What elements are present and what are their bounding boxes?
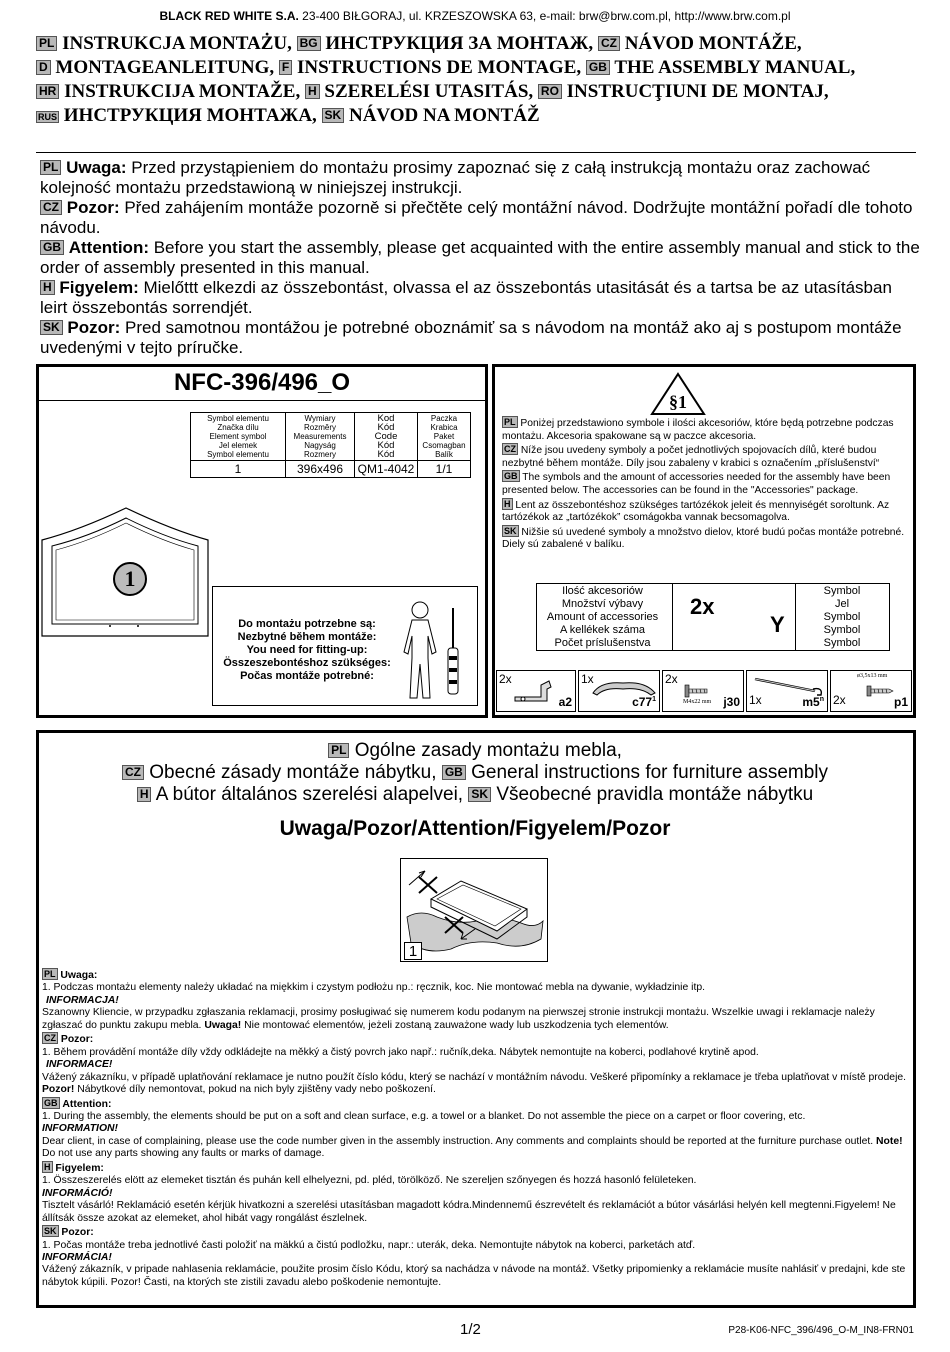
- header-text: Symbol elementu: [207, 414, 269, 423]
- info-label: INFORMÁCIA!: [42, 1251, 112, 1263]
- info-text: Vážený zákazník, v pripade nahlasenia reklamácie, použite prosim číslo Kódu, ktorý sa nachádza v návode na montáž. Všetky pripomienky a reklamácie musíte nahlásiť v predajni, kde ste nábytok kúpili. Pozor! Časti, na ktorých ste zistili zavadu alebo poškodenie nemontujte.: [42, 1264, 906, 1288]
- acc-paragraph: [502, 443, 910, 470]
- note-info: [42, 1007, 910, 1032]
- lang-tag: F: [279, 60, 292, 75]
- title-text: INSTRUCTIONS DE MONTAGE,: [296, 57, 582, 78]
- lang-tag: PL: [504, 417, 516, 427]
- header-text: Nagyság: [304, 441, 336, 450]
- header-text: Kód: [377, 449, 395, 460]
- company-header: [0, 9, 950, 23]
- warn-text: Do not use any parts showing any faults or marks of damage.: [42, 1148, 325, 1160]
- lang-tag: GB: [44, 1097, 58, 1108]
- part-code-sup: n: [819, 696, 824, 703]
- info-text: Dear client, in case of complaining, please use the code number given in the assembly instruction. Any comments and complaints should be reported at the furniture purchase outlet.: [42, 1135, 874, 1147]
- attention-title: Uwaga/Pozor/Attention/Figyelem/Pozor: [279, 817, 671, 840]
- element-symbol-table: [190, 412, 471, 478]
- info-label: INFORMÁCIÓ!: [42, 1187, 113, 1199]
- note-rule: 1. Összeszerelés elött az elemeket tisztán és puhán kell elhelyezni, pd. pléd, törölköző. Ne szereljen szőnyegen és hozzá hasonló felületeken.: [42, 1175, 697, 1187]
- general-title-text: Ogólne zasady montażu mebla,: [354, 740, 622, 761]
- title-line: [36, 32, 926, 56]
- header-text: Kod: [377, 413, 395, 424]
- lang-tag: SK: [44, 1226, 57, 1237]
- part-code: j30: [723, 695, 740, 709]
- acc-text: Poniżej przedstawiono symbole i ilości akcesoriów, które będą potrzebne podczas montażu. Akcesoria spakowane są w paczce akcesoria.: [502, 418, 894, 442]
- part-spec: ø3,5x13 mm: [857, 673, 888, 679]
- lang-tag: D: [36, 60, 51, 75]
- lang-tag: H: [305, 84, 320, 99]
- measurements-header-cell: [286, 413, 355, 461]
- lang-tag: H: [137, 787, 152, 802]
- part-qty: 1x: [749, 693, 762, 707]
- lang-tag: GB: [40, 240, 64, 255]
- lang-tag: PL: [328, 743, 349, 758]
- part-code: a2: [558, 695, 572, 709]
- acc-text: Níže jsou uvedeny symboly a počet jednotlivých spojovacích dílů, které budou nezbytné během montáže. Díly jsou zabaleny v krabici s označením „příslušenství“: [502, 445, 880, 469]
- general-notes: [42, 968, 910, 1289]
- info-text: Tisztelt vásárló! Reklamáció esetén kérjük hivatkozni a szerelési utasításban magadott kódra.Mindennemű észrevételt és reklamációt a bútor vásárlási helyén kell megtenni.Figyelem! Ne állítsák össze azokat az elemeket, ahol hibát vagy rongálást észlelnek.: [42, 1200, 896, 1224]
- header-text: Paczka: [430, 414, 458, 423]
- lang-tag: HR: [36, 84, 59, 99]
- warning-label: Pozor:: [67, 318, 121, 337]
- title-text: NÁVOD MONTÁŽE,: [624, 33, 802, 54]
- warning-h: [40, 278, 920, 318]
- note-heading: [42, 1161, 910, 1175]
- lang-tag: SK: [40, 320, 63, 335]
- header-text: Rozměry: [303, 423, 336, 432]
- lang-tag: PL: [40, 160, 61, 175]
- product-code: NFC-396/496_O: [173, 369, 351, 396]
- header-text: Measurements: [293, 432, 347, 441]
- warning-gb: [40, 238, 920, 278]
- note-label: Figyelem:: [55, 1162, 104, 1174]
- part-code: p1: [893, 695, 908, 709]
- lang-tag: GB: [586, 60, 610, 75]
- header-text: Code: [374, 431, 398, 442]
- symbol-label: Symbol: [823, 585, 861, 597]
- assembly-on-blanket-drawing: [401, 859, 547, 961]
- note-label: Attention:: [62, 1098, 112, 1110]
- part-qty: 2x: [499, 672, 512, 686]
- header-text: Wymiary: [304, 414, 336, 423]
- header-text: Kód: [377, 440, 395, 451]
- section-badge-text: §1: [669, 392, 687, 412]
- note-info: [42, 1136, 910, 1161]
- general-title-line: [40, 762, 910, 784]
- lang-tag: H: [44, 1161, 51, 1172]
- manual-titles: [36, 32, 926, 128]
- acc-paragraph: [502, 525, 910, 552]
- tools-line: Počas montáže potrebné:: [240, 670, 374, 682]
- code-value: QM1-4042: [355, 461, 418, 478]
- note-heading: [42, 1097, 910, 1111]
- symbol-example: Y: [770, 612, 785, 637]
- lang-tag: GB: [504, 471, 518, 482]
- title-line: [36, 104, 926, 128]
- header-text: Kód: [377, 422, 395, 433]
- part-c77: [578, 670, 660, 712]
- title-text: THE ASSEMBLY MANUAL,: [614, 57, 856, 78]
- part-spec: M4x22 mm: [683, 699, 712, 705]
- symbol-label: Symbol: [823, 611, 861, 623]
- header-text: Značka dílu: [217, 423, 259, 432]
- symbol-header-cell: [191, 413, 286, 461]
- note-rule: 1. Počas montáže treba jednotlivé časti položiť na mäkkú a čistú podložku, napr.: uterák, deka. Nemontujte nábytok na koberci, parketách atď.: [42, 1239, 696, 1251]
- package-value: 1/1: [418, 461, 471, 478]
- lang-tag: PL: [36, 36, 57, 51]
- pre-assembly-warnings: [40, 158, 920, 358]
- warning-text: Before you start the assembly, please get acquainted with the entire assembly manual and stick to the order of assembly presented in this manual.: [40, 238, 920, 277]
- title-text: ИНСТРУКЦИЯ ЗА МОНТАЖ,: [325, 33, 594, 54]
- warning-text: Przed przystąpieniem do montażu prosimy zapoznać się z całą instrukcją montażu oraz zachować kolejność montażu przedstawioną w niniejszej instrukcji.: [40, 158, 871, 197]
- symbol-label: Jel: [834, 598, 850, 610]
- title-text: SZERELÉSI UTASITÁS,: [324, 81, 534, 102]
- tools-line: Do montażu potrzebne są:: [238, 618, 376, 630]
- measurements-value: 396x496: [286, 461, 355, 478]
- document-code: P28-K06-NFC_396/496_O-M_IN8-FRN01: [728, 1325, 914, 1336]
- qty-label: A kellékek száma: [560, 624, 645, 636]
- title-text: INSTRUKCJA MONTAŻU,: [62, 33, 292, 54]
- page-number: 1/2: [460, 1321, 481, 1338]
- warn-text: Nie montować elementów, jeżeli zostaną zauważone wady lub uszkodzenia tych elementów.: [241, 1019, 669, 1031]
- warning-pl: [40, 158, 920, 198]
- lang-tag: SK: [322, 108, 345, 123]
- title-text: INSTRUCŢIUNI DE MONTAJ,: [566, 81, 829, 102]
- company-name: BLACK RED WHITE S.A.: [159, 9, 299, 23]
- acc-text: Nižšie sú uvedené symboly a množstvo dielov, ktoré budú počas montáže potrebné. Diely sú zabalené v balíku.: [502, 526, 905, 551]
- general-title-text: Všeobecné pravidla montáže nábytku: [496, 784, 814, 805]
- warning-text: Mielőttt elkezdi az összebontást, olvassa el az összebontás utasitását és a tartsa be az utasításban leirt összebontás sorrendjét.: [40, 278, 892, 317]
- note-rule: 1. Během provádění montáže díly vždy odkládejte na měkký a čistý povrch jako např.: ručník,deka. Nábytek nemontujte na koberci, podlahové krytině apod.: [42, 1046, 759, 1058]
- warning-label: Pozor:: [66, 198, 120, 217]
- part-code-text: c77: [632, 695, 653, 709]
- lang-tag: CZ: [598, 36, 620, 51]
- info-label: INFORMACE!: [46, 1059, 113, 1071]
- tools-line: Nezbytné během montáže:: [237, 631, 377, 643]
- title-text: MONTAGEANLEITUNG,: [55, 57, 275, 78]
- company-address: 23-400 BIŁGORAJ, ul. KRZESZOWSKA 63, e-mail: brw@brw.com.pl, http://www.brw.com.pl: [302, 9, 791, 23]
- lang-tag: RO: [538, 84, 562, 99]
- lang-tag: CZ: [504, 444, 516, 455]
- part-qty: 2x: [833, 693, 846, 707]
- qty-label: Amount of accessories: [546, 611, 659, 623]
- general-title-text: A bútor általános szerelési alapelvei,: [155, 784, 464, 805]
- lang-tag: GB: [442, 765, 466, 780]
- qty-example: 2x: [690, 594, 715, 619]
- lang-tag: CZ: [122, 765, 144, 780]
- info-text: Szanowny Kliencie, w przypadku zgłaszania reklamacji, prosimy posługiwać się numerem kodu podanym na pierwszej stronie instrukcji montażu. Wszelkie uwagi i reklamacje należy zgłaszać do punktu zakupu mebla.: [42, 1007, 875, 1031]
- section-badge-icon: [650, 372, 706, 416]
- warn-label: Pozor!: [42, 1084, 75, 1096]
- part-code-text: m5: [802, 695, 820, 709]
- screw-icon: [683, 681, 711, 701]
- note-heading: [42, 968, 910, 982]
- package-header-cell: [418, 413, 471, 461]
- note-heading: [42, 1225, 910, 1239]
- lang-tag: RUS: [38, 112, 58, 122]
- lang-tag: CZ: [44, 1033, 56, 1044]
- symbol-labels: [812, 585, 872, 650]
- general-title-text: Obecné zásady montáže nábytku,: [149, 762, 437, 783]
- quantity-labels: [540, 585, 665, 650]
- note-label: Pozor:: [61, 1227, 94, 1239]
- part-a2: [496, 670, 576, 712]
- warning-label: Figyelem:: [59, 278, 139, 297]
- qty-label: Množství výbavy: [561, 598, 644, 610]
- accessories-description: [502, 416, 910, 552]
- lang-tag: H: [504, 498, 511, 509]
- title-text: ИНСТРУКЦИЯ МОНТАЖА,: [63, 105, 317, 126]
- symbol-label: Symbol: [823, 637, 861, 649]
- part-j30: [662, 670, 744, 712]
- warning-text: Pred samotnou montážou je potrebné oboznámiť sa s návodom na montáž ako aj s postupom montáže uvedenými v tejto príručke.: [40, 318, 902, 357]
- header-text: Csomagban: [422, 441, 466, 450]
- note-heading: [42, 1032, 910, 1046]
- part-code: [802, 695, 824, 709]
- tools-line: You need for fitting-up:: [246, 644, 368, 656]
- divider: [36, 152, 916, 153]
- title-text: INSTRUKCIJA MONTAŽE,: [64, 81, 301, 102]
- part-qty: 2x: [665, 672, 678, 686]
- general-title-line: [40, 740, 910, 762]
- qty-label: Ilość akcesoriów: [562, 585, 643, 597]
- warn-text: Nábytkové díly nemontovat, pokud na nich byly zjištěny vady nebo poškození.: [74, 1084, 436, 1096]
- lang-tag: PL: [44, 969, 56, 979]
- title-line: [36, 56, 926, 80]
- title-text: NÁVOD NA MONTÁŽ: [348, 105, 540, 126]
- warning-text: Před zahájením montáže pozorně si přečtěte celý montážní návod. Dodržujte montážní pořadí dle tohoto návodu.: [40, 198, 913, 237]
- code-header-cell: [355, 413, 418, 461]
- warn-label: Note!: [876, 1135, 903, 1147]
- note-rule: 1. Podczas montażu elementy należy układać na miękkim i czystym podłożu np.: ręcznik, koc. Nie montować mebla na dywanie, wykładzinie itp.: [42, 982, 705, 994]
- element-symbol-value: 1: [191, 461, 286, 478]
- wood-screw-icon: [865, 683, 895, 699]
- part-qty: 1x: [581, 672, 594, 686]
- acc-paragraph: [502, 498, 910, 525]
- part-code: [632, 695, 656, 709]
- header-text: Krabica: [430, 423, 458, 432]
- tools-needed-text: [222, 618, 392, 683]
- info-label: INFORMACJA!: [46, 994, 119, 1006]
- note-rule: 1. During the assembly, the elements should be put on a soft and clean surface, e.g. a towel or a blanket. Do not assemble the piece on a carpet or floor covering, etc.: [42, 1110, 806, 1122]
- acc-paragraph: [502, 470, 910, 497]
- figure-number: 1: [404, 942, 422, 960]
- warning-cz: [40, 198, 920, 238]
- qty-label: Počet príslušenstva: [554, 637, 651, 649]
- note-label: Pozor:: [60, 1034, 94, 1046]
- header-text: Symbol elementu: [207, 450, 269, 459]
- note-label: Uwaga:: [60, 970, 98, 981]
- acc-paragraph: [502, 416, 910, 443]
- part-m5: [746, 670, 828, 712]
- header-text: Paket: [433, 432, 455, 441]
- header-text: Element symbol: [209, 432, 267, 441]
- acc-text: Lent az összebontéshoz szükséges tartózékok jeleit és mennyiségét soroltunk. Az tartózékok az „tartózékok” csomágokba vannak becsomagolva.: [502, 499, 890, 524]
- lang-tag: SK: [468, 787, 491, 802]
- header-text: Rozmery: [303, 450, 336, 459]
- tools-line: Összeszebontéshoz szükséges:: [223, 657, 391, 669]
- note-info: [42, 1072, 910, 1097]
- person-with-screwdriver-icon: [398, 598, 470, 702]
- part-p1: [830, 670, 912, 712]
- acc-text: The symbols and the amount of accessories needed for the assembly have been presented below. The accessories can be found in the "Accessories" package.: [502, 472, 891, 496]
- title-line: [36, 80, 926, 104]
- header-text: Jel elemek: [218, 441, 258, 450]
- warn-label: Uwaga!: [204, 1019, 242, 1031]
- warning-label: Attention:: [68, 238, 149, 257]
- lang-tag: SK: [504, 525, 517, 536]
- bracket-icon: [511, 677, 557, 707]
- lang-tag: BG: [297, 36, 321, 51]
- divider: [39, 400, 485, 401]
- info-label: INFORMATION!: [42, 1123, 118, 1135]
- part-code-sup: 1: [652, 696, 656, 703]
- info-text: Vážený zákazníku, v případě uplatňování reklamace je nutno použít číslo kódu, který se nachází v montážním návodu. Veškeré připomínky a reklamace je třeba uplatňovat v místě prodeje.: [42, 1071, 907, 1083]
- general-title-line: [40, 784, 910, 806]
- lang-tag: H: [40, 280, 55, 295]
- warning-label: Uwaga:: [66, 158, 127, 177]
- warning-sk: [40, 318, 920, 358]
- element-number-badge: 1: [113, 562, 147, 596]
- header-text: Balík: [435, 450, 453, 459]
- lang-tag: CZ: [40, 200, 62, 215]
- symbol-label: Symbol: [823, 624, 861, 636]
- general-title-text: General instructions for furniture assembly: [471, 762, 829, 783]
